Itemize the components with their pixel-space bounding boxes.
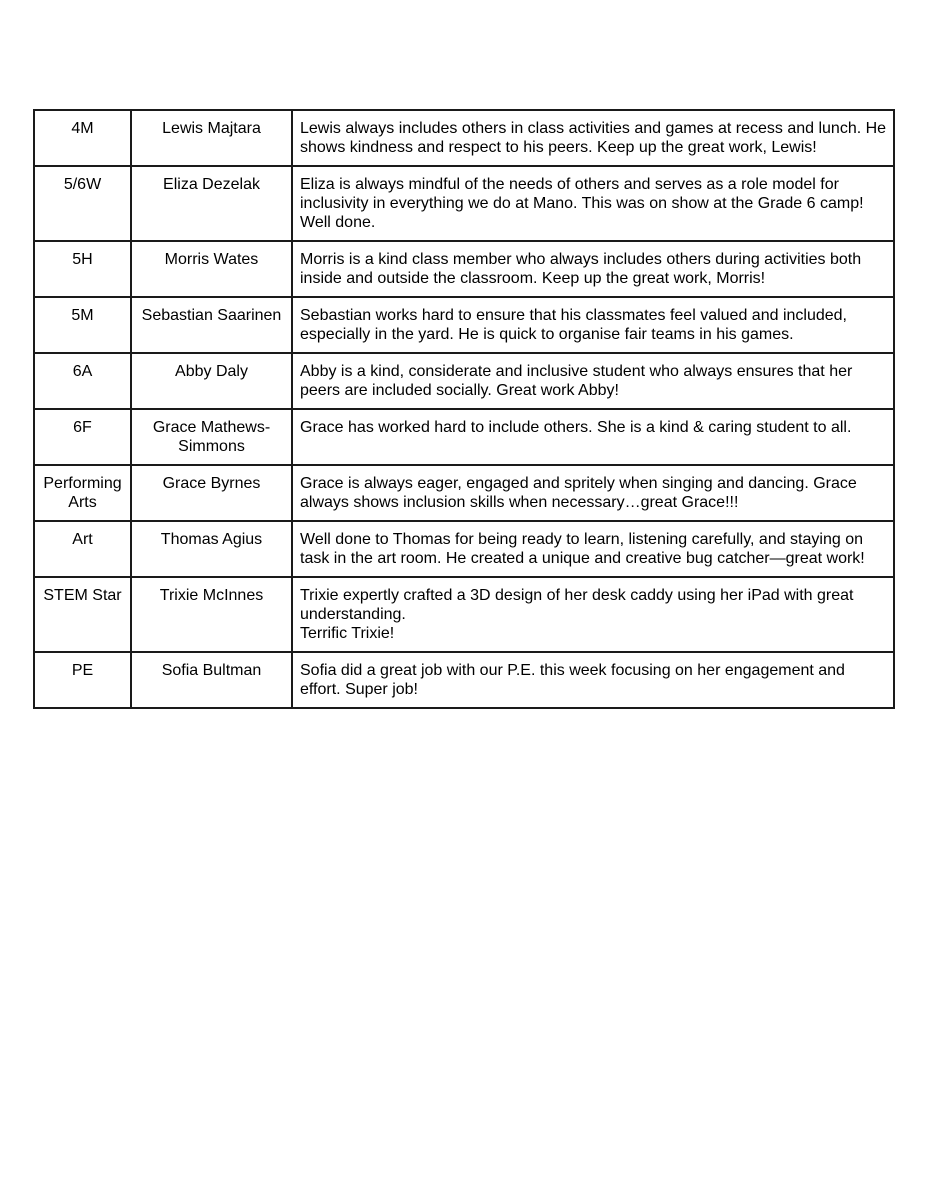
table-row	[34, 353, 894, 409]
comment-cell: Trixie expertly crafted a 3D design of her desk caddy using her iPad with great understanding. Terrific Trixie!	[292, 577, 894, 652]
class-cell: 6A	[34, 353, 131, 409]
class-cell: Art	[34, 521, 131, 577]
comment-cell: Well done to Thomas for being ready to learn, listening carefully, and staying on task in the art room. He created a unique and creative bug catcher—great work!	[292, 521, 894, 577]
table-row	[34, 409, 894, 465]
table-row	[34, 652, 894, 708]
awards-table-body	[34, 110, 894, 708]
comment-cell: Abby is a kind, considerate and inclusive student who always ensures that her peers are included socially. Great work Abby!	[292, 353, 894, 409]
student-name-cell: Grace Mathews-Simmons	[131, 409, 292, 465]
student-name-cell: Sofia Bultman	[131, 652, 292, 708]
comment-cell: Morris is a kind class member who always includes others during activities both inside and outside the classroom. Keep up the great work, Morris!	[292, 241, 894, 297]
table-row	[34, 465, 894, 521]
comment-cell: Eliza is always mindful of the needs of others and serves as a role model for inclusivity in everything we do at Mano. This was on show at the Grade 6 camp! Well done.	[292, 166, 894, 241]
comment-cell: Grace has worked hard to include others. She is a kind & caring student to all.	[292, 409, 894, 465]
class-cell: Performing Arts	[34, 465, 131, 521]
student-name-cell: Eliza Dezelak	[131, 166, 292, 241]
comment-cell: Grace is always eager, engaged and spritely when singing and dancing. Grace always shows inclusion skills when necessary…great Grace!!!	[292, 465, 894, 521]
class-cell: 5H	[34, 241, 131, 297]
table-row	[34, 241, 894, 297]
student-name-cell: Lewis Majtara	[131, 110, 292, 166]
class-cell: 6F	[34, 409, 131, 465]
class-cell: 5M	[34, 297, 131, 353]
class-cell: PE	[34, 652, 131, 708]
student-name-cell: Sebastian Saarinen	[131, 297, 292, 353]
table-row	[34, 521, 894, 577]
table-row	[34, 110, 894, 166]
table-row	[34, 166, 894, 241]
student-name-cell: Morris Wates	[131, 241, 292, 297]
table-row	[34, 577, 894, 652]
comment-cell: Lewis always includes others in class activities and games at recess and lunch. He shows kindness and respect to his peers. Keep up the great work, Lewis!	[292, 110, 894, 166]
student-name-cell: Thomas Agius	[131, 521, 292, 577]
student-name-cell: Trixie McInnes	[131, 577, 292, 652]
student-name-cell: Grace Byrnes	[131, 465, 292, 521]
class-cell: 5/6W	[34, 166, 131, 241]
comment-cell: Sebastian works hard to ensure that his classmates feel valued and included, especially in the yard. He is quick to organise fair teams in his games.	[292, 297, 894, 353]
comment-cell: Sofia did a great job with our P.E. this week focusing on her engagement and effort. Super job!	[292, 652, 894, 708]
class-cell: 4M	[34, 110, 131, 166]
class-cell: STEM Star	[34, 577, 131, 652]
table-row	[34, 297, 894, 353]
awards-table	[33, 109, 895, 709]
student-name-cell: Abby Daly	[131, 353, 292, 409]
